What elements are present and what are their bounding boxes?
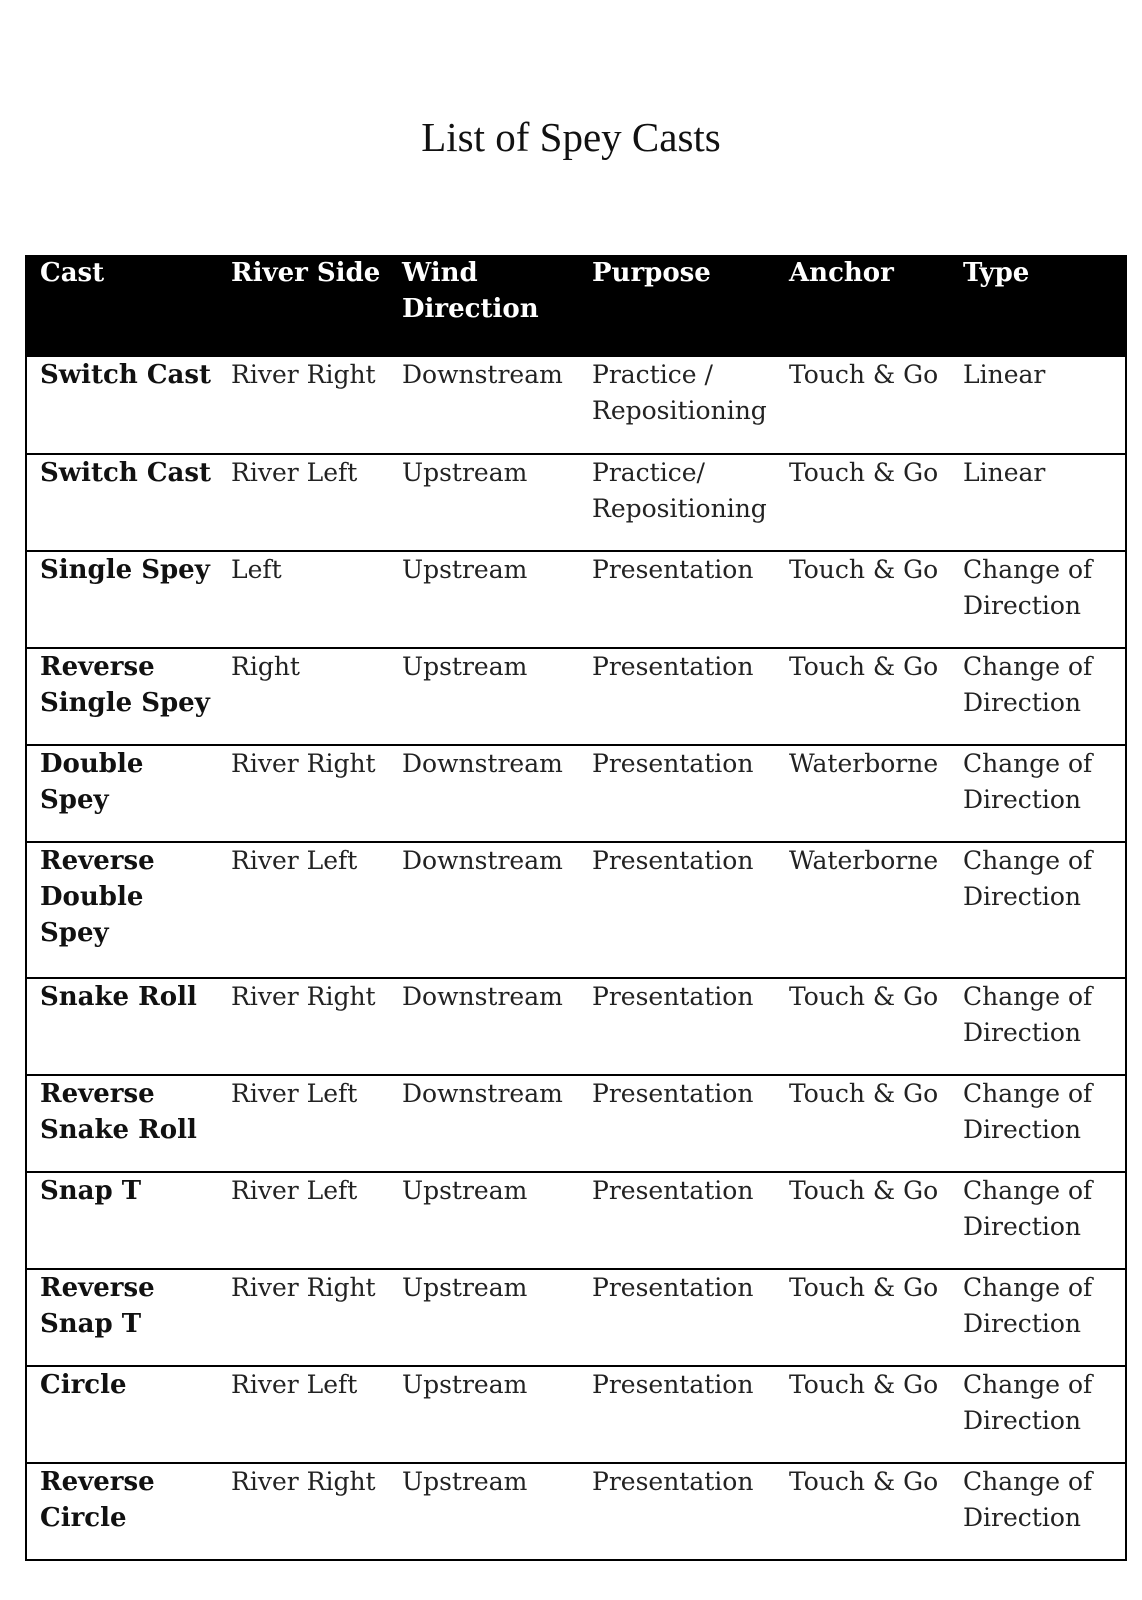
type-cell: Change of Direction (963, 1273, 1093, 1338)
anchor-cell: Touch & Go (789, 652, 939, 681)
river-side-cell: River Left (231, 1370, 358, 1399)
anchor-cell: Touch & Go (789, 1079, 939, 1108)
type-cell: Change of Direction (963, 1079, 1093, 1144)
wind-direction-cell: Downstream (402, 982, 563, 1011)
wind-direction-cell: Upstream (402, 555, 528, 584)
cast-cell: Snake Roll (40, 982, 197, 1012)
table-row (27, 842, 1125, 978)
anchor-cell: Touch & Go (789, 360, 939, 389)
wind-direction-cell: Downstream (402, 749, 563, 778)
table-row (27, 551, 1125, 648)
type-cell: Change of Direction (963, 1176, 1093, 1241)
table-row (27, 1366, 1125, 1463)
river-side-cell: River Left (231, 1176, 358, 1205)
river-side-cell: River Right (231, 1467, 376, 1496)
wind-direction-cell: Upstream (402, 1370, 528, 1399)
wind-direction-cell: Upstream (402, 1176, 528, 1205)
wind-direction-cell: Upstream (402, 458, 528, 487)
cast-cell: Reverse Circle (40, 1467, 155, 1533)
purpose-cell: Practice/ Repositioning (592, 458, 767, 523)
purpose-cell: Presentation (592, 1467, 754, 1496)
table-row (27, 1075, 1125, 1172)
type-cell: Change of Direction (963, 555, 1093, 620)
anchor-cell: Waterborne (789, 846, 939, 875)
type-cell: Change of Direction (963, 982, 1093, 1047)
column-header-wind-direction: Wind Direction (402, 258, 539, 324)
table-row (27, 648, 1125, 745)
table-row (27, 357, 1125, 454)
purpose-cell: Presentation (592, 749, 754, 778)
anchor-cell: Touch & Go (789, 1370, 939, 1399)
anchor-cell: Touch & Go (789, 982, 939, 1011)
table-row (27, 454, 1125, 551)
river-side-cell: River Right (231, 982, 376, 1011)
cast-cell: Snap T (40, 1176, 142, 1206)
table-row (27, 1269, 1125, 1366)
wind-direction-cell: Downstream (402, 1079, 563, 1108)
type-cell: Change of Direction (963, 1370, 1093, 1435)
table-row (27, 1172, 1125, 1269)
table-row (27, 978, 1125, 1075)
wind-direction-cell: Upstream (402, 652, 528, 681)
anchor-cell: Waterborne (789, 749, 939, 778)
wind-direction-cell: Upstream (402, 1273, 528, 1302)
cast-cell: Circle (40, 1370, 127, 1400)
purpose-cell: Presentation (592, 982, 754, 1011)
river-side-cell: Left (231, 555, 282, 584)
column-header-river-side: River Side (231, 258, 381, 288)
type-cell: Change of Direction (963, 652, 1093, 717)
anchor-cell: Touch & Go (789, 555, 939, 584)
type-cell: Linear (963, 458, 1046, 487)
purpose-cell: Practice / Repositioning (592, 360, 767, 425)
purpose-cell: Presentation (592, 1273, 754, 1302)
anchor-cell: Touch & Go (789, 1176, 939, 1205)
cast-cell: Switch Cast (40, 458, 212, 488)
table-header-row (27, 255, 1125, 357)
type-cell: Change of Direction (963, 846, 1093, 911)
purpose-cell: Presentation (592, 555, 754, 584)
purpose-cell: Presentation (592, 1079, 754, 1108)
column-header-anchor: Anchor (789, 258, 894, 288)
cast-cell: Double Spey (40, 749, 144, 815)
column-header-cast: Cast (40, 258, 105, 288)
page-title: List of Spey Casts (421, 114, 721, 160)
river-side-cell: River Right (231, 1273, 376, 1302)
type-cell: Change of Direction (963, 749, 1093, 814)
river-side-cell: Right (231, 652, 300, 681)
cast-cell: Reverse Snake Roll (40, 1079, 197, 1145)
table-row (27, 745, 1125, 842)
river-side-cell: River Right (231, 749, 376, 778)
type-cell: Change of Direction (963, 1467, 1093, 1532)
purpose-cell: Presentation (592, 1176, 754, 1205)
cast-cell: Switch Cast (40, 360, 212, 390)
cast-cell: Reverse Double Spey (40, 846, 155, 948)
cast-cell: Single Spey (40, 555, 210, 585)
river-side-cell: River Left (231, 1079, 358, 1108)
purpose-cell: Presentation (592, 846, 754, 875)
river-side-cell: River Right (231, 360, 376, 389)
table-row (27, 1463, 1125, 1560)
wind-direction-cell: Upstream (402, 1467, 528, 1496)
wind-direction-cell: Downstream (402, 360, 563, 389)
river-side-cell: River Left (231, 458, 358, 487)
column-header-purpose: Purpose (592, 258, 711, 288)
river-side-cell: River Left (231, 846, 358, 875)
type-cell: Linear (963, 360, 1046, 389)
anchor-cell: Touch & Go (789, 1467, 939, 1496)
anchor-cell: Touch & Go (789, 458, 939, 487)
wind-direction-cell: Downstream (402, 846, 563, 875)
spey-casts-table (25, 255, 1127, 1561)
anchor-cell: Touch & Go (789, 1273, 939, 1302)
cast-cell: Reverse Snap T (40, 1273, 155, 1339)
column-header-type: Type (963, 258, 1030, 288)
purpose-cell: Presentation (592, 652, 754, 681)
cast-cell: Reverse Single Spey (40, 652, 210, 718)
purpose-cell: Presentation (592, 1370, 754, 1399)
